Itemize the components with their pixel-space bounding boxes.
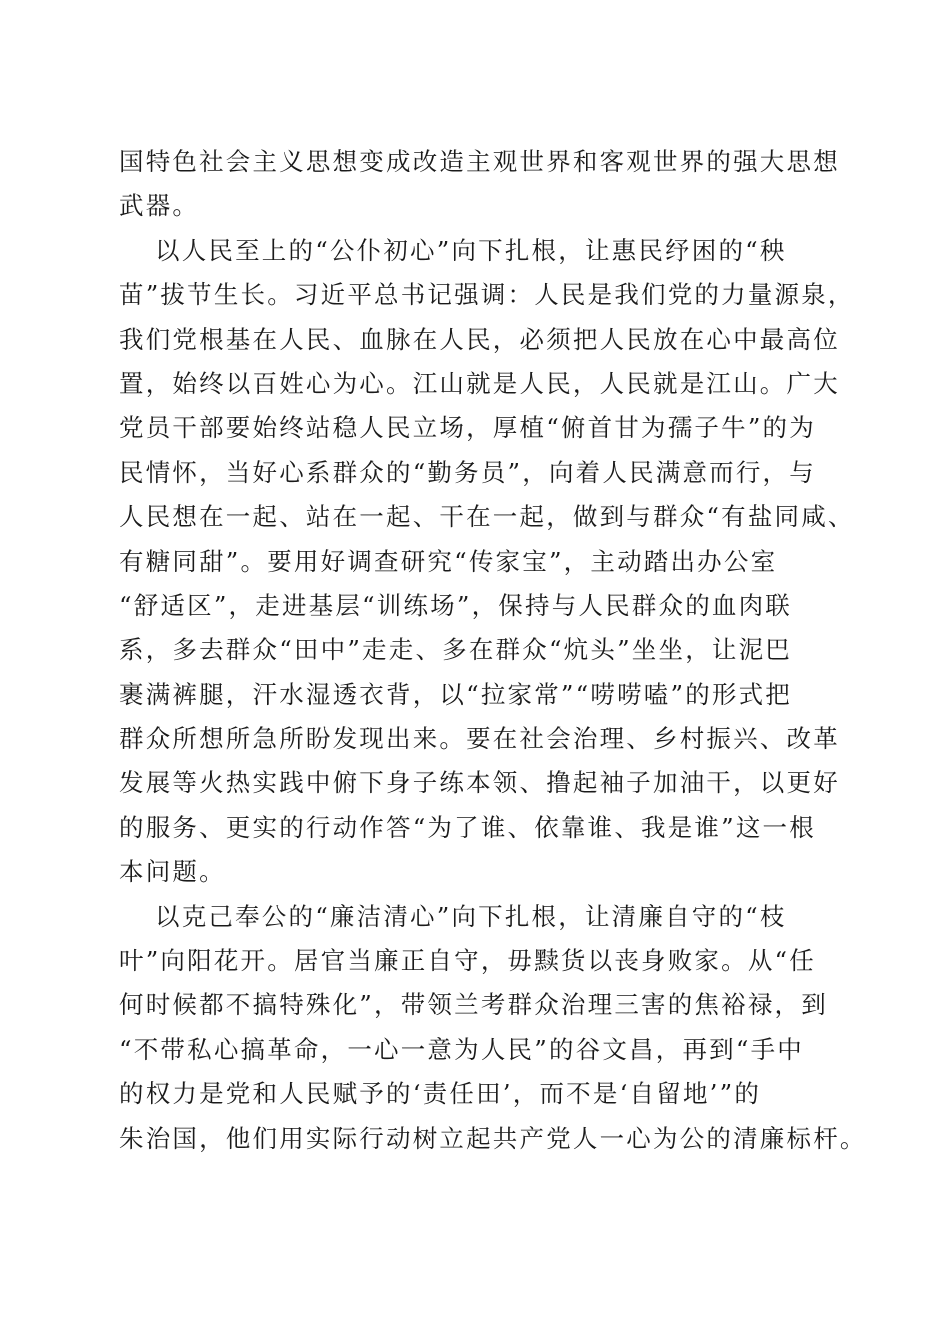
text-line: 裹满裤腿，汗水湿透衣背，以“拉家常”“唠唠嗑”的形式把 [119,679,792,709]
body-text [119,140,867,1161]
text-line: 党员干部要始终站稳人民立场，厚植“俯首甘为孺子牛”的为 [119,413,816,443]
text-line: 叶”向阳花开。居官当廉正自守，毋黩货以丧身败家。从“任 [119,946,816,976]
text-line: 的权力是党和人民赋予的‘责任田’，而不是‘自留地’”的 [119,1079,762,1109]
paragraph-start-line: 以克己奉公的“廉洁清心”向下扎根，让清廉自守的“枝 [155,901,787,931]
text-line: 朱治国，他们用实际行动树立起共产党人一心为公的清廉标杆。 [119,1123,867,1153]
text-line: 武器。 [119,191,200,221]
text-line: 的服务、更实的行动作答“为了谁、依靠谁、我是谁”这一根 [119,812,816,842]
paragraph-start-line: 以人民至上的“公仆初心”向下扎根，让惠民纾困的“秧 [155,235,787,265]
text-line: 置，始终以百姓心为心。江山就是人民，人民就是江山。广大 [119,368,840,398]
text-line: 系，多去群众“田中”走走、多在群众“炕头”坐坐，让泥巴 [119,635,792,665]
text-line: 本问题。 [119,857,226,887]
text-line: 我们党根基在人民、血脉在人民，必须把人民放在心中最高位 [119,324,840,354]
text-line: 群众所想所急所盼发现出来。要在社会治理、乡村振兴、改革 [119,724,840,754]
text-line: 苗”拔节生长。习近平总书记强调：人民是我们党的力量源泉， [119,280,855,310]
text-line: 发展等火热实践中俯下身子练本领、撸起袖子加油干，以更好 [119,768,840,798]
text-line: 人民想在一起、站在一起、干在一起，做到与群众“有盐同咸、 [119,502,855,532]
text-line: “不带私心搞革命，一心一意为人民”的谷文昌，再到“手中 [119,1034,804,1064]
text-line: 有糖同甜”。要用好调查研究“传家宝”，主动踏出办公室 [119,546,778,576]
text-line: 国特色社会主义思想变成改造主观世界和客观世界的强大思想 [119,147,840,176]
text-line: 何时候都不搞特殊化”，带领兰考群众治理三害的焦裕禄，到 [119,990,828,1020]
text-line: 民情怀，当好心系群众的“勤务员”，向着人民满意而行，与 [119,457,816,487]
text-line: “舒适区”，走进基层“训练场”，保持与人民群众的血肉联 [119,590,792,620]
